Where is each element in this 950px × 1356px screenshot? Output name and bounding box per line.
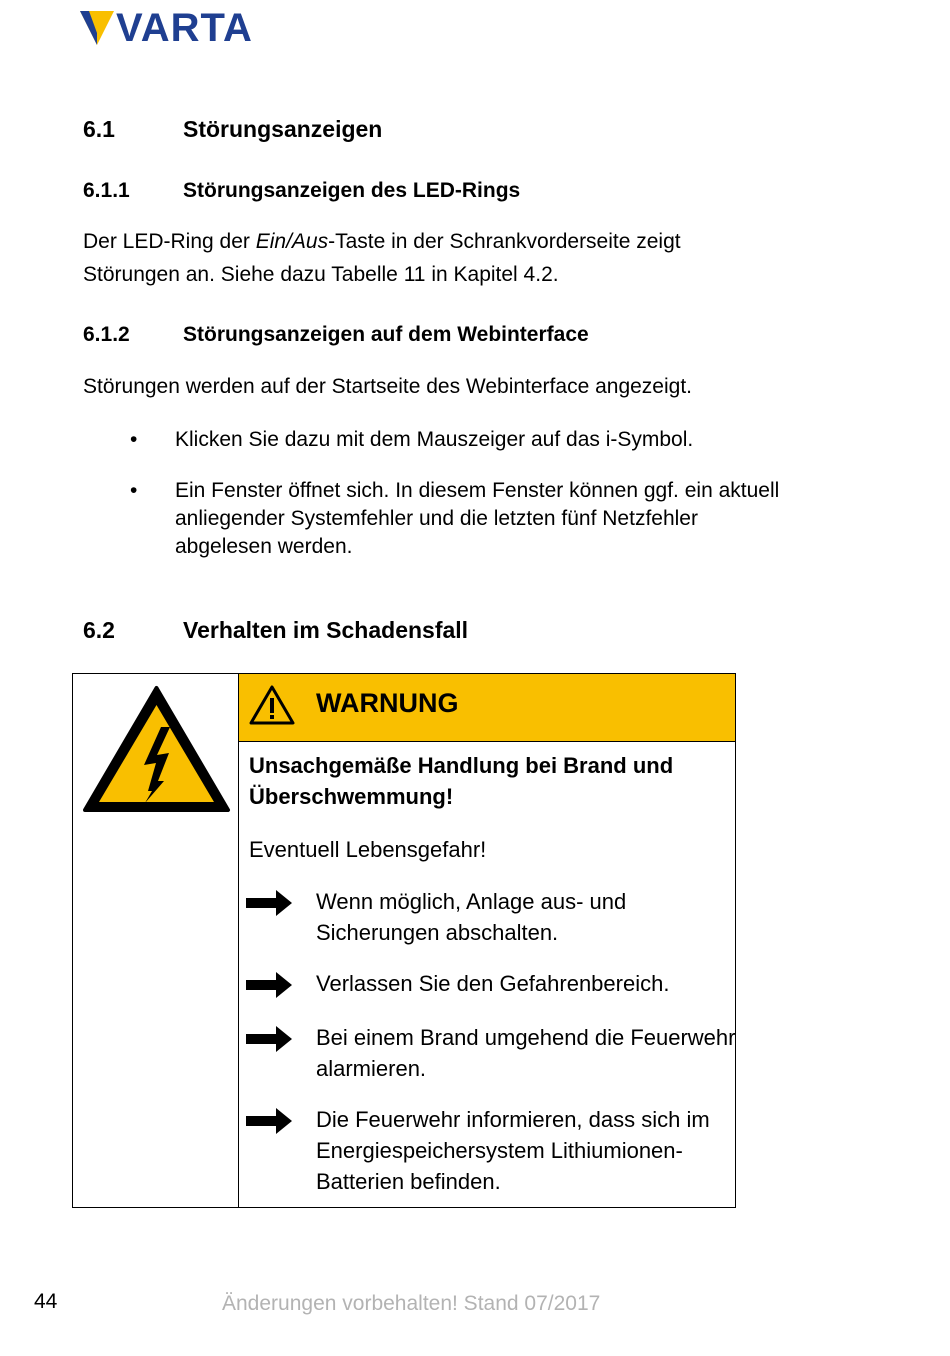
section-6-1-1-paragraph: [83, 225, 681, 291]
warning-header: [239, 674, 735, 742]
section-title: Störungsanzeigen auf dem Webinterface: [183, 323, 589, 346]
varta-logo: [80, 6, 253, 50]
bullet-text: Ein Fenster öffnet sich. In diesem Fenster können ggf. ein aktuell anliegender Systemfehler und die letzten fünf Netzfehler abgelesen werden.: [175, 479, 780, 558]
footer-text: Änderungen vorbehalten! Stand 07/2017: [222, 1292, 601, 1315]
paragraph-line-2: Störungen an. Siehe dazu Tabelle 11 in Kapitel 4.2.: [83, 263, 559, 286]
warning-triangle-icon: [249, 684, 295, 726]
arrow-right-icon: [246, 1108, 292, 1134]
emphasis-ein-aus: Ein/Aus: [255, 230, 329, 253]
section-number: 6.1.1: [83, 179, 130, 202]
section-6-2-heading: [83, 617, 468, 644]
warning-label: WARNUNG: [316, 688, 459, 718]
arrow-right-icon: [246, 890, 292, 916]
warning-step-text: Die Feuerwehr informieren, dass sich im Energiespeichersystem Lithiumionen-Batterien befinden.: [316, 1107, 710, 1194]
warning-step-text: Wenn möglich, Anlage aus- und Sicherungen abschalten.: [316, 889, 627, 945]
paragraph-line-1: [83, 225, 681, 258]
section-6-1-2-heading: [83, 323, 589, 347]
warning-step-text: Bei einem Brand umgehend die Feuerwehr alarmieren.: [316, 1025, 736, 1081]
warning-heading: Unsachgemäße Handlung bei Brand und Überschwemmung!: [249, 753, 674, 809]
varta-v-mark-icon: [80, 11, 114, 45]
section-title: Verhalten im Schadensfall: [183, 617, 469, 643]
logo-text: VARTA: [116, 6, 253, 50]
section-title: Störungsanzeigen: [183, 116, 383, 142]
section-6-1-2-paragraph: Störungen werden auf der Startseite des Webinterface angezeigt.: [83, 375, 692, 398]
section-title: Störungsanzeigen des LED-Rings: [183, 179, 521, 202]
bullet-dot: •: [130, 428, 138, 451]
section-number: 6.1.2: [83, 323, 130, 346]
page-number: 44: [34, 1290, 58, 1313]
arrow-right-icon: [246, 1026, 292, 1052]
section-number: 6.1: [83, 116, 115, 142]
warning-consequence: Eventuell Lebensgefahr!: [249, 837, 487, 862]
section-6-1-heading: [83, 116, 382, 143]
high-voltage-warning-icon: [82, 685, 231, 813]
bullet-text: Klicken Sie dazu mit dem Mauszeiger auf das i-Symbol.: [175, 428, 694, 451]
warning-symbol-cell: [73, 674, 239, 1207]
bullet-dot: •: [130, 479, 138, 502]
text-span: -Taste in der Schrankvorderseite zeigt: [328, 230, 681, 253]
arrow-right-icon: [246, 972, 292, 998]
text-span: Der LED-Ring der: [83, 230, 256, 253]
warning-step-text: Verlassen Sie den Gefahrenbereich.: [316, 971, 670, 996]
warning-box: [72, 673, 736, 1208]
section-number: 6.2: [83, 617, 115, 643]
section-6-1-1-heading: [83, 179, 520, 203]
